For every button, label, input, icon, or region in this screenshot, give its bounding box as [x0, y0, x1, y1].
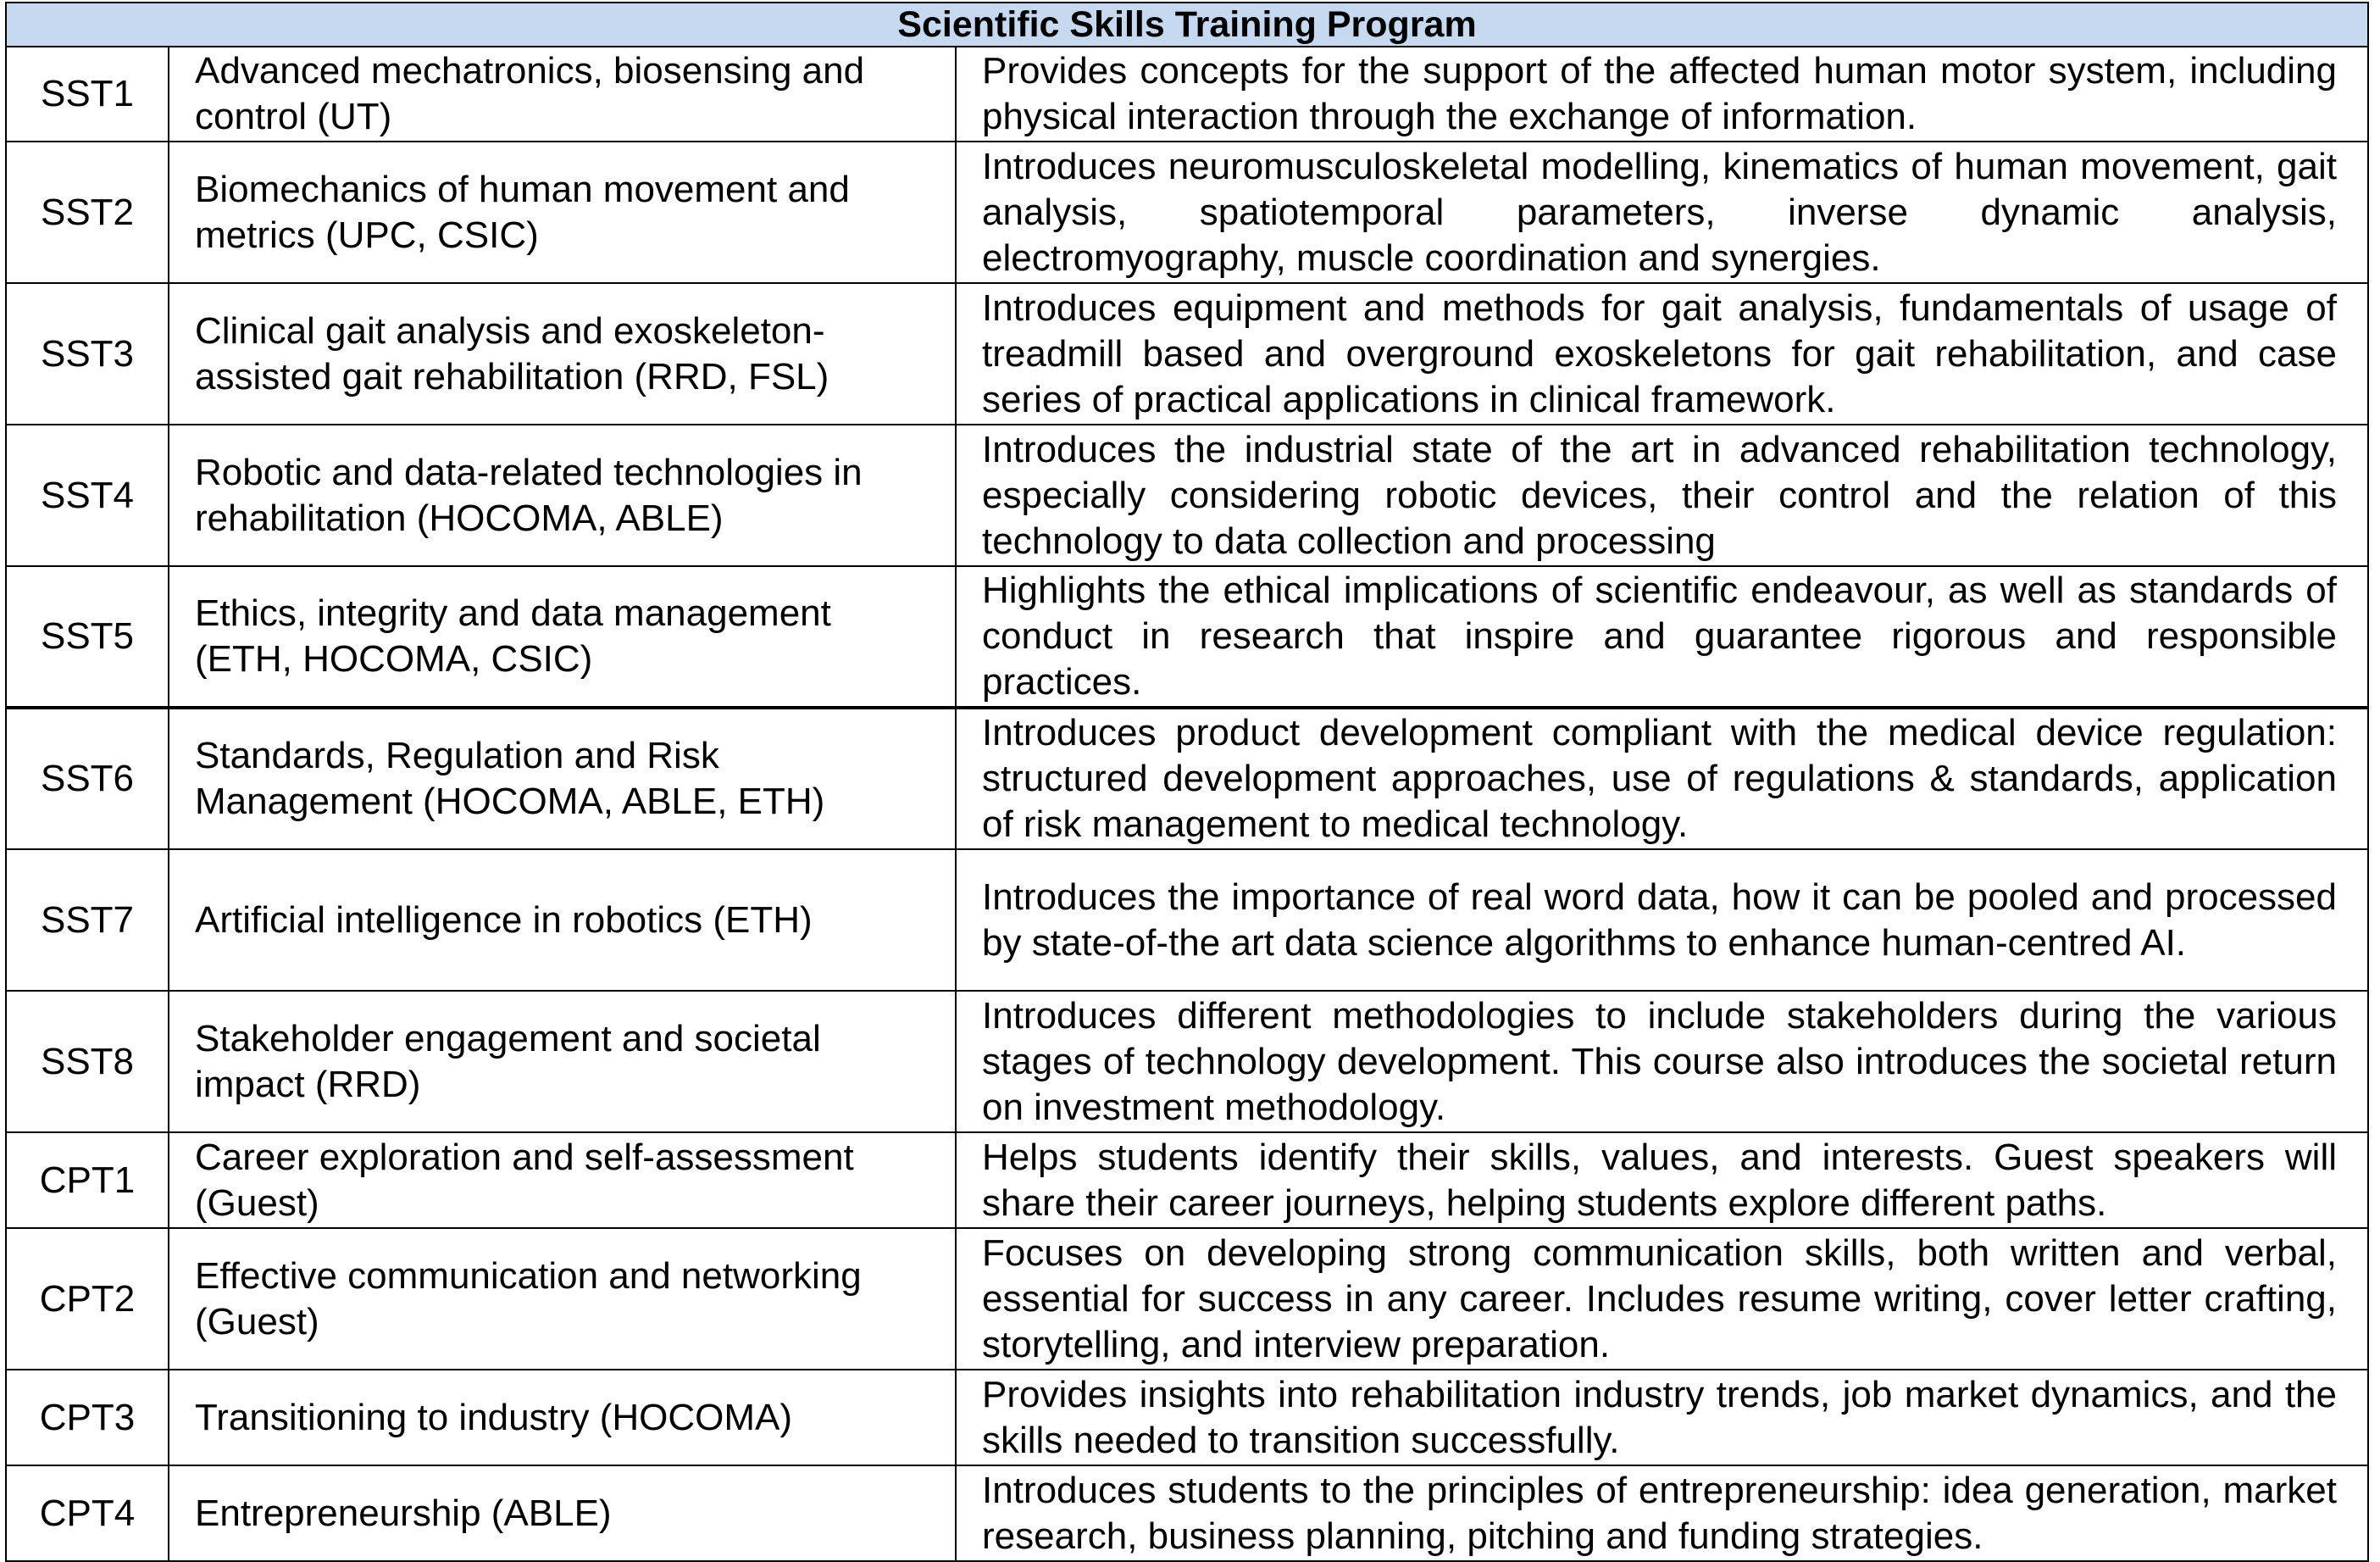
course-code: SST5	[6, 566, 169, 708]
course-description: Focuses on developing strong communication skills, both written and verbal, essential for success in any career. Includes resume writing, cover letter crafting, storytelling, and interview preparation.	[956, 1228, 2368, 1370]
course-description: Introduces the importance of real word data, how it can be pooled and processed by state-of-the art data science algorithms to enhance human-centred AI.	[956, 849, 2368, 991]
course-description: Introduces the industrial state of the art in advanced rehabilitation technology, especially considering robotic devices, their control and the relation of this technology to data collection and processing	[956, 425, 2368, 566]
training-program-table	[5, 2, 2369, 1562]
course-description: Introduces students to the principles of entrepreneurship: idea generation, market research, business planning, pitching and funding strategies.	[956, 1465, 2368, 1561]
course-description: Introduces different methodologies to include stakeholders during the various stages of technology development. This course also introduces the societal return on investment methodology.	[956, 991, 2368, 1132]
course-code: SST3	[6, 283, 169, 425]
table-row	[6, 283, 2368, 425]
course-name: Transitioning to industry (HOCOMA)	[169, 1370, 956, 1465]
course-description: Helps students identify their skills, values, and interests. Guest speakers will share their career journeys, helping students explore different paths.	[956, 1132, 2368, 1228]
course-name: Effective communication and networking (Guest)	[169, 1228, 956, 1370]
course-description: Introduces product development compliant with the medical device regulation: structured development approaches, use of regulations & standards, application of risk management to medical technology.	[956, 708, 2368, 849]
course-name: Clinical gait analysis and exoskeleton-assisted gait rehabilitation (RRD, FSL)	[169, 283, 956, 425]
table-row	[6, 1370, 2368, 1465]
course-description: Provides concepts for the support of the affected human motor system, including physical interaction through the exchange of information.	[956, 47, 2368, 142]
table-title: Scientific Skills Training Program	[6, 3, 2368, 47]
course-code: SST1	[6, 47, 169, 142]
training-program-table-container	[5, 2, 2369, 1562]
course-code: SST2	[6, 142, 169, 283]
course-code: SST4	[6, 425, 169, 566]
course-name: Robotic and data-related technologies in rehabilitation (HOCOMA, ABLE)	[169, 425, 956, 566]
course-name: Career exploration and self-assessment (Guest)	[169, 1132, 956, 1228]
course-code: CPT3	[6, 1370, 169, 1465]
course-code: CPT4	[6, 1465, 169, 1561]
table-row	[6, 991, 2368, 1132]
course-name: Advanced mechatronics, biosensing and control (UT)	[169, 47, 956, 142]
course-code: SST8	[6, 991, 169, 1132]
course-description: Provides insights into rehabilitation industry trends, job market dynamics, and the skills needed to transition successfully.	[956, 1370, 2368, 1465]
table-row	[6, 1465, 2368, 1561]
table-row	[6, 566, 2368, 708]
table-row	[6, 1228, 2368, 1370]
table-row	[6, 1132, 2368, 1228]
course-name: Entrepreneurship (ABLE)	[169, 1465, 956, 1561]
table-row	[6, 425, 2368, 566]
course-description: Introduces equipment and methods for gait analysis, fundamentals of usage of treadmill based and overground exoskeletons for gait rehabilitation, and case series of practical applications in clinical framework.	[956, 283, 2368, 425]
course-description: Highlights the ethical implications of scientific endeavour, as well as standards of conduct in research that inspire and guarantee rigorous and responsible practices.	[956, 566, 2368, 708]
table-row	[6, 708, 2368, 849]
course-name: Standards, Regulation and Risk Management (HOCOMA, ABLE, ETH)	[169, 708, 956, 849]
course-name: Ethics, integrity and data management (ETH, HOCOMA, CSIC)	[169, 566, 956, 708]
course-name: Artificial intelligence in robotics (ETH)	[169, 849, 956, 991]
course-name: Stakeholder engagement and societal impact (RRD)	[169, 991, 956, 1132]
course-code: CPT1	[6, 1132, 169, 1228]
table-row	[6, 47, 2368, 142]
table-row	[6, 849, 2368, 991]
course-code: CPT2	[6, 1228, 169, 1370]
course-description: Introduces neuromusculoskeletal modelling, kinematics of human movement, gait analysis, spatiotemporal parameters, inverse dynamic analysis, electromyography, muscle coordination and synergies.	[956, 142, 2368, 283]
course-code: SST7	[6, 849, 169, 991]
course-code: SST6	[6, 708, 169, 849]
course-name: Biomechanics of human movement and metrics (UPC, CSIC)	[169, 142, 956, 283]
table-row	[6, 142, 2368, 283]
table-header-row	[6, 3, 2368, 47]
